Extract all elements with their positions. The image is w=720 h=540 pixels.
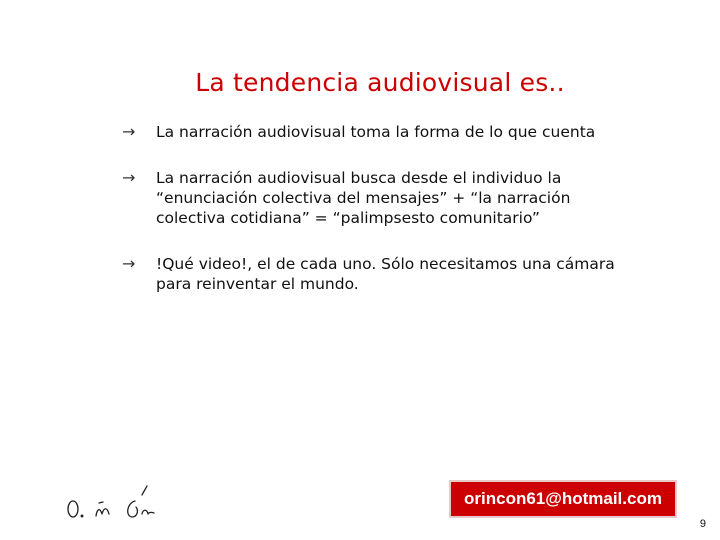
bullet-item [122, 254, 682, 294]
handwritten-signature [62, 476, 182, 526]
bullet-text: La narración audiovisual toma la forma de lo que cuenta [156, 123, 596, 141]
arrow-icon: → [122, 122, 136, 141]
arrow-icon: → [122, 168, 136, 187]
bullet-list [122, 122, 682, 320]
slide-title: La tendencia audiovisual es.. [195, 68, 565, 97]
bullet-text: !Qué video!, el de cada uno. Sólo necesitamos una cámara para reinventar el mundo. [156, 255, 615, 293]
email-address: orincon61@hotmail.com [449, 480, 677, 518]
bullet-item [122, 122, 682, 142]
bullet-text: La narración audiovisual busca desde el individuo la “enunciación colectiva del mensajes” + “la narración colectiva cotidiana” = “palimpsesto comunitario” [156, 169, 571, 227]
bullet-item [122, 168, 682, 228]
page-number: 9 [699, 518, 706, 530]
arrow-icon: → [122, 254, 136, 273]
